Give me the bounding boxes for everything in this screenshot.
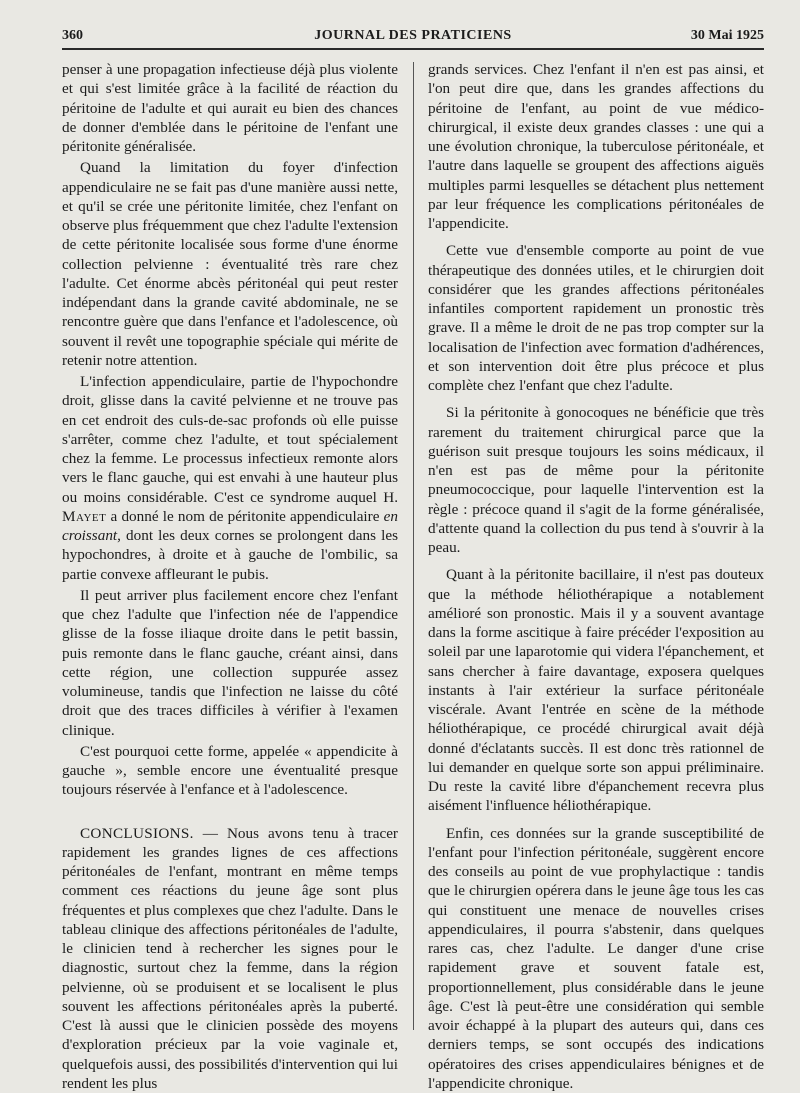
paragraph: grands services. Chez l'enfant il n'en est pas ainsi, et l'on peut dire que, dans les grandes affections du péritoine de l'enfant, au point de vue médico-chirurgical, il existe deux grandes classes : une qui a une évolution chronique, la tuberculose péritonéale, et l'autre dans laquelle se groupent des affections aiguës multiples parmi lesquelles se détachent plus nettement par leur fréquence les complications péritonéales de l'appendicite. [428, 60, 764, 233]
page-number: 360 [62, 28, 83, 44]
paragraph-text: , dont les deux cornes se prolongent dans les hypochondres, à droite et à gauche de l'ombilic, sa partie convexe affleurant le pubis. [62, 527, 398, 583]
page-header [62, 26, 764, 50]
conclusions-paragraph [62, 824, 398, 1093]
column-divider [413, 62, 414, 1030]
paragraph: Enfin, ces données sur la grande susceptibilité de l'enfant pour l'infection péritonéale, suggèrent encore des conseils au point de vue prophylactique : tandis que le chirurgien opérera dans le jeune âge tous les cas qui constituent une menace de nouvelles crises appendiculaires, il pourra s'abstenir, dans quelques rares cas, chez l'adulte. Le danger d'une crise rapidement grave et souvent fatale est, proportionnellement, plus considérable dans le jeune âge. C'est là peut-être une considération qui semble avoir échappé à la plupart des auteurs qui, dans ces derniers temps, se sont occupés des indications opératoires des crises appendiculaires bénignes et de l'appendicite chronique. [428, 824, 764, 1093]
paragraph-text: a donné le nom de péritonite appendiculaire [106, 508, 383, 525]
paragraph: Si la péritonite à gonocoques ne bénéficie que très rarement du traitement chirurgical parce que la guérison suit presque toujours les soins médicaux, il n'en est pas de même pour la péritonite pneumococcique, pour laquelle l'intervention est la règle : précoce quand il s'agit de la forme généralisée, d'attente quand la collection du pus tend à s'ouvrir à la peau. [428, 403, 764, 557]
right-column [428, 60, 764, 1040]
journal-title: JOURNAL DES PRATICIENS [62, 28, 764, 44]
paragraph: Il peut arriver plus facilement encore chez l'enfant que chez l'adulte que l'infection née de l'appendice glisse de la fosse iliaque droite dans le petit bassin, puis remonte dans le flanc gauche, créant ainsi, dans cette région, une collection suppurée assez volumineuse, tandis que l'infection ne laisse du côté droit que des traces difficiles à vérifier à l'examen clinique. [62, 586, 398, 740]
italic-term: en croissant [62, 508, 398, 544]
paragraph: Cette vue d'ensemble comporte au point de vue thérapeutique des données utiles, et le chirurgien doit considérer que les grandes affections péritonéales infantiles comportent rapidement un pronostic très grave. Il a même le droit de ne pas trop compter sur la localisation de l'infection avec formation d'adhérences, et son intervention doit être plus précoce et plus complète chez l'enfant que chez l'adulte. [428, 241, 764, 395]
author-name: Mayet [62, 508, 106, 525]
issue-date: 30 Mai 1925 [691, 28, 764, 44]
paragraph: Quand la limitation du foyer d'infection appendiculaire ne se fait pas d'une manière aussi nette, et qu'il se crée une péritonite limitée, chez l'enfant on observe plus fréquemment que chez l'adulte l'extension de cette péritonite localisée sous forme d'une énorme collection pelvienne : éventualité très rare chez l'adulte. Cet énorme abcès péritonéal qui peut rester indépendant dans la grande cavité abdominale, ne se rencontre guère que dans l'enfance et l'adolescence, où souvent il revêt une topographie spéciale qui mérite de retenir notre attention. [62, 158, 398, 370]
paragraph: Quant à la péritonite bacillaire, il n'est pas douteux que la méthode héliothérapique a notablement amélioré son pronostic. Mais il y a souvent avantage dans la forme ascitique à faire précéder l'exposition au soleil par une laparotomie qui videra l'épanchement, et sans chercher à faire davantage, exposera quelques instants à l'air extérieur la surface péritonéale viscérale. Avant l'entrée en scène de la méthode héliothérapique, ce procédé chirurgical avait déjà donné d'éclatants succès. Il est donc très rationnel de lui demander en quelque sorte son appui préliminaire. Du reste la cavité libre d'épanchement recevra plus aisément l'influence héliothérapique. [428, 565, 764, 815]
paragraph: penser à une propagation infectieuse déjà plus violente et qui s'est limitée grâce à la facilité de réaction du péritoine de l'adulte et qui aurait eu bien des chances de donner d'emblée dans le péritoine de l'enfant une péritonite généralisée. [62, 60, 398, 156]
paragraph [62, 372, 398, 584]
left-column [62, 60, 398, 1040]
paragraph: C'est pourquoi cette forme, appelée « appendicite à gauche », semble encore une éventualité presque toujours réservée à l'enfance et à l'adolescence. [62, 742, 398, 800]
paragraph-text: — Nous avons tenu à tracer rapidement les grandes lignes de ces affections péritonéales de l'enfant, montrant en même temps comment ces réactions du jeune âge sont plus fréquentes et plus complexes que chez l'adulte. Dans le tableau clinique des affections péritonéales de l'adulte, le clinicien tend à rechercher les signes pour le diagnostic, surtout chez la femme, dans la région pelvienne, où se produisent et se localisent le plus souvent les affections péritonéales après la puberté. C'est là aussi que le clinicien possède des moyens d'exploration précieux par la voie vaginale et, quelquefois aussi, des possibilités d'intervention qui lui rendent les plus [62, 825, 398, 1092]
conclusions-heading: CONCLUSIONS. [80, 825, 194, 842]
paragraph-text: L'infection appendiculaire, partie de l'hypochondre droit, glisse dans la cavité pelvienne et ne trouve pas en cet endroit des culs-de-sac profonds où elle puisse s'arrêter, comme chez l'adulte, et tout spécialement chez la femme. Le processus infectieux remonte alors vers le flanc gauche, qui est envahi à une hauteur plus ou moins considérable. C'est ce syndrome auquel H. [62, 373, 398, 506]
